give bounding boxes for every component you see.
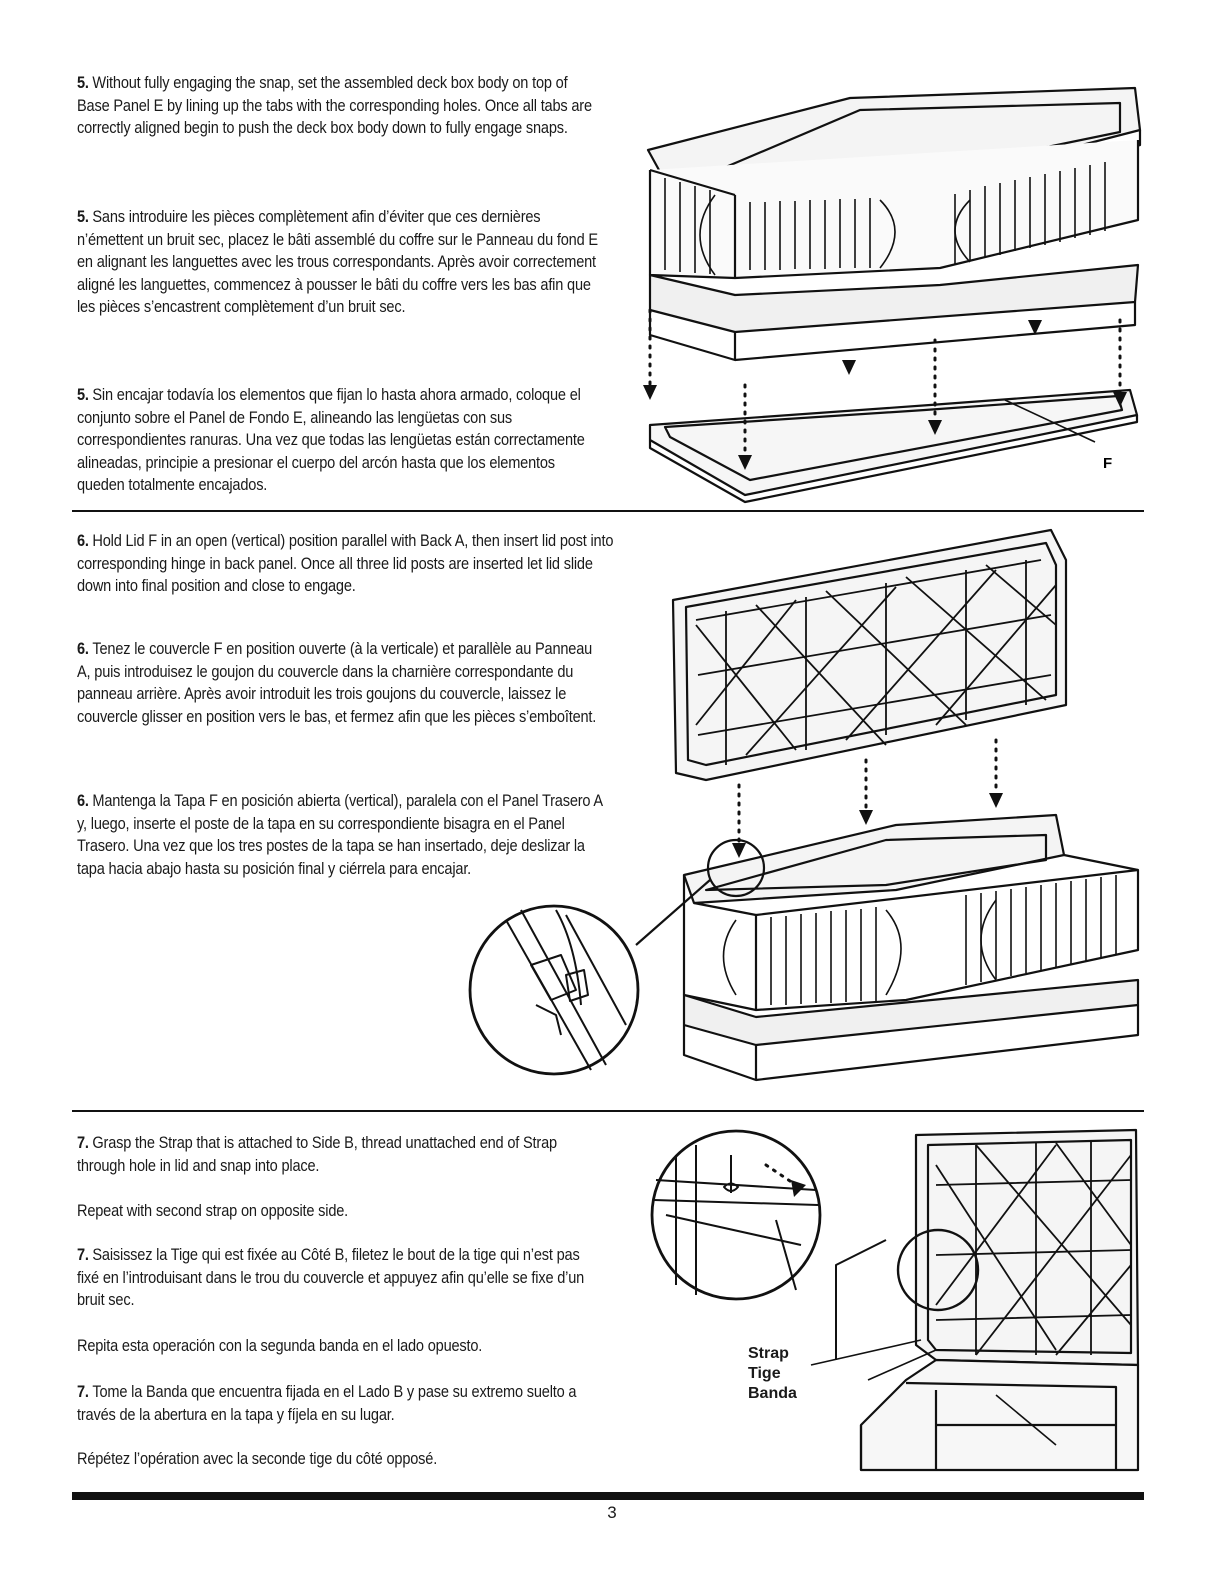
label-tige: Tige <box>748 1365 781 1382</box>
label-banda: Banda <box>748 1385 797 1402</box>
step7-es: 7. Tome la Banda que encuentra fijada en el Lado B y pase su extremo suelto a través de la abertura en la tapa y fíjela en su lugar. <box>77 1383 577 1424</box>
step6-es: 6. Mantenga la Tapa F en posición abierta (vertical), paralela con el Panel Trasero A y, luego, inserte el poste de la tapa en su correspondiente bisagra en el Panel Trasero. Una vez que los tres postes de la tapa se han insertado, deje deslizar la tapa hacia abajo hasta su posición final y ciérrela para encajar. <box>77 792 603 878</box>
step5-fr: 5. Sans introduire les pièces complètement afin d’éviter que ces dernières n’émettent un bruit sec, placez le bâti assemblé du coffre sur le Panneau du fond E en alignant les languettes avec les trous correspondants. Après avoir correctement aligné les languettes, commencez à pousser le bâti du coffre vers les bas afin que les pièces s’encastrent complètement d’un bruit sec. <box>77 208 598 317</box>
step7-figure <box>636 1125 1146 1485</box>
step6-figure <box>466 525 1146 1095</box>
step5-es: 5. Sin encajar todavía los elementos que fijan lo hasta ahora armado, coloque el conjunto sobre el Panel de Fondo E, alineando las lengüetas con sus correspondientes ranuras. Una vez que todas las lengüetas están correctamente alineadas, principie a presionar el cuerpo del arcón hasta que los elementos queden totalmente encajados. <box>77 386 585 495</box>
step6-fr: 6. Tenez le couvercle F en position ouverte (à la verticale) et parallèle au Panneau A, puis introduisez le goujon du couvercle dans la charnière correspondante du panneau arrière. Après avoir introduit les trois goujons du couvercle, laissez le couvercle glisser en position vers le bas, et fermez afin que les pièces s’emboîtent. <box>77 640 597 726</box>
step6-en: 6. Hold Lid F in an open (vertical) position parallel with Back A, then insert lid post into corresponding hinge in back panel. Once all three lid posts are inserted let lid slide down into final position and close to engage. <box>77 532 614 596</box>
footer-rule <box>72 1492 1144 1500</box>
step7-en: 7. Grasp the Strap that is attached to Side B, thread unattached end of Strap through hole in lid and snap into place. <box>77 1134 557 1175</box>
step7-fr-repeat: Répétez l’opération avec la seconde tige du côté opposé. <box>77 1450 438 1468</box>
label-strap: Strap <box>748 1345 789 1362</box>
label-f: F <box>1103 455 1113 472</box>
step5-en: 5. Without fully engaging the snap, set the assembled deck box body on top of Base Panel E by lining up the tabs with the corresponding holes. Once all tabs are correctly aligned begin to push the deck box body down to fully engage snaps. <box>77 74 592 138</box>
step7-fr: 7. Saisissez la Tige qui est fixée au Côté B, filetez le bout de la tige qui n’est pas fixé en l’introduisant dans le trou du couvercle et appuyez afin qu’elle se fixe d’un bruit sec. <box>77 1246 585 1310</box>
step7-en-repeat: Repeat with second strap on opposite side. <box>77 1202 349 1220</box>
section-divider <box>72 510 1144 512</box>
section-divider-2 <box>72 1110 1144 1112</box>
step5-figure <box>610 70 1150 510</box>
page-number: 3 <box>607 1503 617 1522</box>
step7-es-repeat: Repita esta operación con la segunda banda en el lado opuesto. <box>77 1337 483 1355</box>
